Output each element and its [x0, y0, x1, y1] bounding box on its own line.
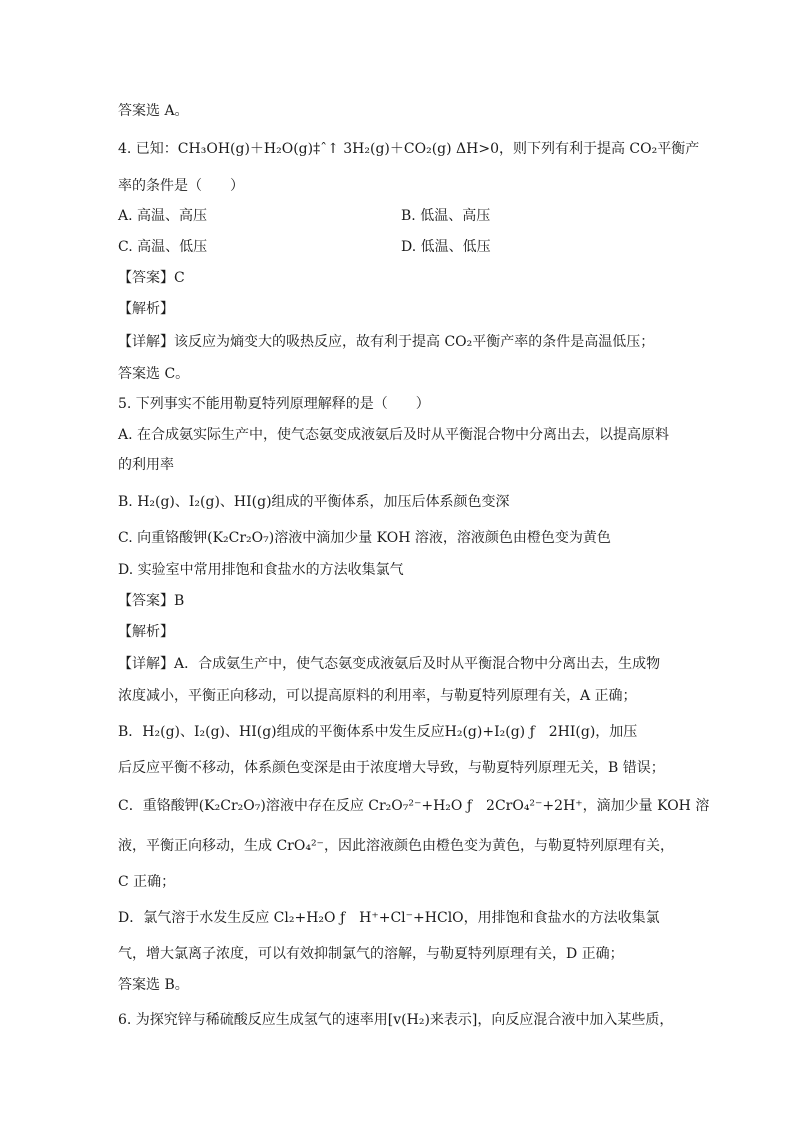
analysis-label-q4: 【解析】: [118, 301, 174, 317]
question-5-option-b: B. H₂(g)、I₂(g)、HI(g)组成的平衡体系，加压后体系颜色变深: [118, 494, 510, 510]
question-6-stem: 6. 为探究锌与稀硫酸反应生成氢气的速率用[v(H₂)来表示]，向反应混合液中加入某些质，: [118, 1012, 674, 1028]
detail-q5-b: B．H₂(g)、I₂(g)、HI(g)组成的平衡体系中发生反应H₂(g)+I₂(g) ƒ 2HI(g)，加压: [118, 724, 638, 740]
question-4-options-row-1: [118, 206, 678, 226]
answer-label-q5: 【答案】B: [118, 593, 185, 609]
detail-q5-d-cont: 气，增大氯离子浓度，可以有效抑制氯气的溶解，与勒夏特列原理有关，D 正确；: [118, 946, 624, 962]
question-4-stem: 4. 已知：CH₃OH(g)＋H₂O(g)‡ˆ↑ 3H₂(g)＋CO₂(g) ΔH>0，则下列有利于提高 CO₂平衡产: [118, 141, 700, 157]
detail-q5-b-cont: 后反应平衡不移动，体系颜色变深是由于浓度增大导致，与勒夏特列原理无关，B 错误；: [118, 760, 665, 776]
question-4-options-row-2: [118, 237, 678, 257]
detail-q5-d: D．氯气溶于水发生反应 Cl₂+H₂O ƒ H⁺+Cl⁻+HClO，用排饱和食盐水的方法收集氯: [118, 910, 660, 926]
answer-choice-q4: 答案选 C。: [118, 366, 190, 382]
detail-q5-c-end: C 正确；: [118, 874, 176, 890]
option-c: C. 高温、低压: [118, 239, 208, 255]
question-5-option-c: C. 向重铬酸钾(K₂Cr₂O₇)溶液中滴加少量 KOH 溶液，溶液颜色由橙色变为黄色: [118, 530, 611, 546]
detail-q5-c: C．重铬酸钾(K₂Cr₂O₇)溶液中存在反应 Cr₂O₇²⁻+H₂O ƒ 2CrO₄²⁻+2H⁺，滴加少量 KOH 溶: [118, 798, 710, 814]
option-d: D. 低温、低压: [401, 239, 491, 255]
detail-q5-c-cont: 液，平衡正向移动，生成 CrO₄²⁻，因此溶液颜色由橙色变为黄色，与勒夏特列原理有关，: [118, 838, 674, 854]
detail-q5-a: 【详解】A．合成氨生产中，使气态氨变成液氨后及时从平衡混合物中分离出去，生成物: [118, 656, 661, 672]
question-5-stem: 5. 下列事实不能用勒夏特列原理解释的是（ ）: [118, 396, 430, 412]
detail-q5-a-cont: 浓度减小，平衡正向移动，可以提高原料的利用率，与勒夏特列原理有关，A 正确；: [118, 688, 637, 704]
question-5-option-d: D. 实验室中常用排饱和食盐水的方法收集氯气: [118, 562, 404, 578]
question-4-stem-cont: 率的条件是（ ）: [118, 178, 244, 194]
answer-choice-q5: 答案选 B。: [118, 977, 189, 993]
analysis-label-q5: 【解析】: [118, 624, 174, 640]
option-a: A. 高温、高压: [118, 208, 208, 224]
option-b: B. 低温、高压: [401, 208, 491, 224]
answer-label-q4: 【答案】C: [118, 270, 185, 286]
question-5-option-a: A. 在合成氨实际生产中，使气态氨变成液氨后及时从平衡混合物中分离出去，以提高原料: [118, 427, 670, 443]
question-5-option-a-cont: 的利用率: [118, 457, 174, 473]
answer-line-q3: 答案选 A。: [118, 103, 189, 119]
detail-q4: 【详解】该反应为熵变大的吸热反应，故有利于提高 CO₂平衡产率的条件是高温低压；: [118, 334, 655, 350]
